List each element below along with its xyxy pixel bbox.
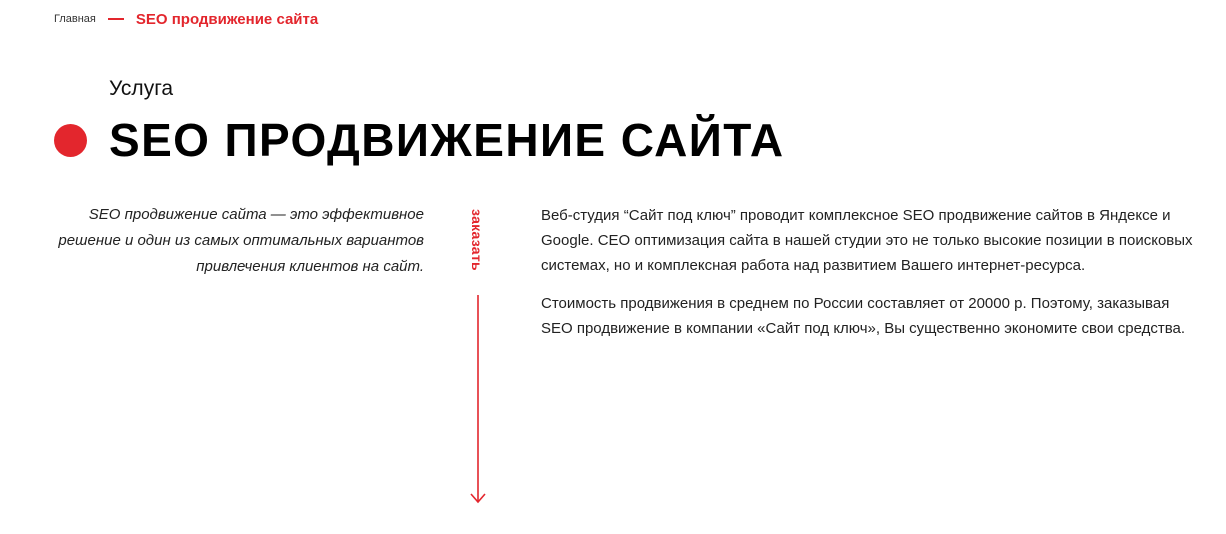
- page-title: SEO ПРОДВИЖЕНИЕ САЙТА: [109, 114, 785, 166]
- order-label: заказать: [469, 209, 485, 271]
- breadcrumb-current: SEO продвижение сайта: [135, 10, 319, 28]
- breadcrumb: [54, 8, 318, 30]
- description-paragraph: Стоимость продвижения в среднем по России составляет от 20000 р. Поэтому, заказывая SEO продвижение в компании «Сайт под ключ», Вы существенно экономите свои средства.: [541, 295, 1186, 337]
- breadcrumb-separator: [108, 18, 124, 20]
- arrow-down-icon: [467, 295, 489, 507]
- breadcrumb-home-link[interactable]: Главная: [54, 13, 96, 25]
- title-marker-dot: [54, 124, 87, 157]
- service-label: Услуга: [109, 77, 174, 100]
- service-description: [541, 203, 1196, 354]
- order-button[interactable]: [467, 209, 489, 509]
- description-paragraph: Веб-студия “Сайт под ключ” проводит комплексное SEO продвижение сайтов в Яндексе и Google. СЕО оптимизация сайта в нашей студии это не только высокие позиции в поисковых системах, но и комплексная работа над развитием Вашего интернет-ресурса.: [541, 207, 1193, 274]
- lead-text: SEO продвижение сайта — это эффективное решение и один из самых оптимальных вариантов привлечения клиентов на сайт.: [58, 206, 424, 275]
